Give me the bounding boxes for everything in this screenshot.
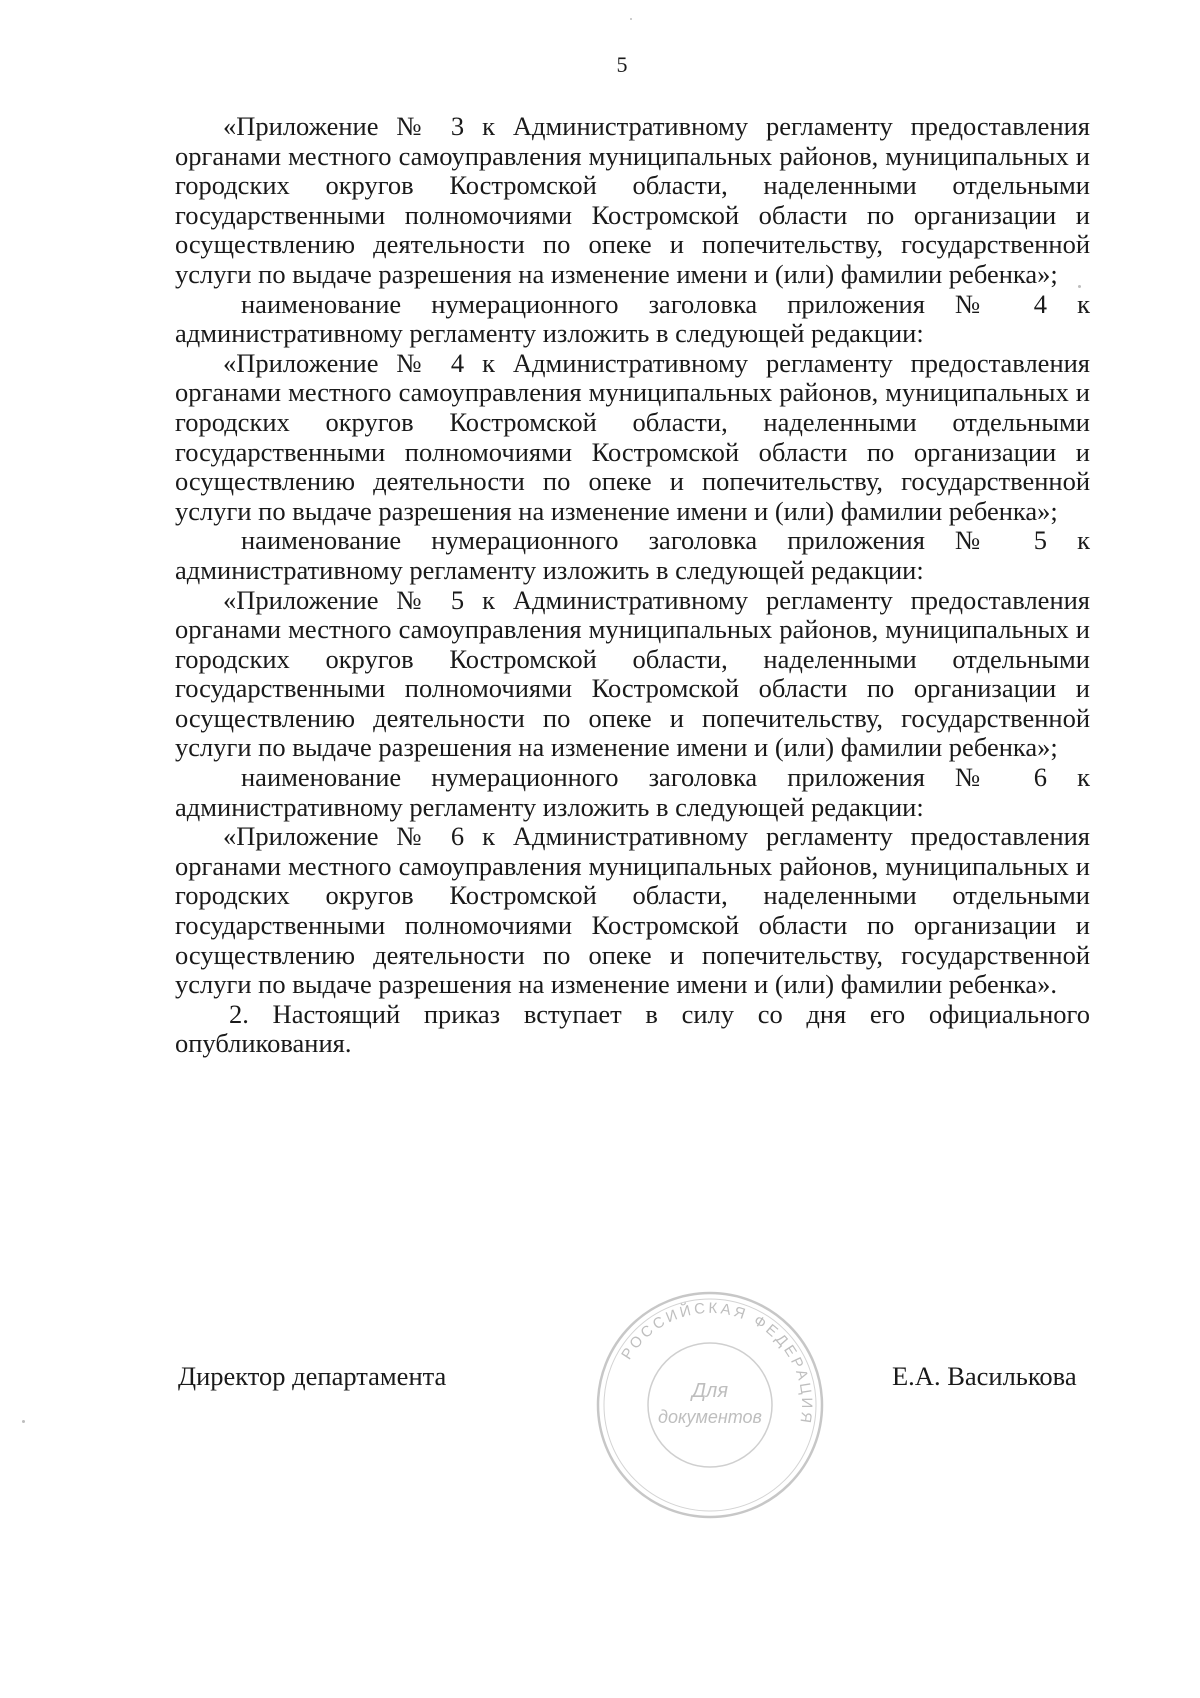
paragraph-appendix-4-title: «Приложение № 4 к Административному регламенту предоставления органами местного самоуправления муниципальных районов, муниципальных и городских округов Костромской области, наделенными отдельными государственными полномочиями Костромской области по организации и осуществлению деятельности по опеке и попечительству, государственной услуги по выдаче разрешения на изменение имени и (или) фамилии ребенка»; xyxy=(175,347,1090,526)
scan-speck xyxy=(1078,285,1081,288)
scan-speck xyxy=(22,1420,25,1423)
document-body xyxy=(175,112,1090,1059)
signature-title: Директор департамента xyxy=(178,1361,447,1391)
stamp-center-text-1: Для xyxy=(691,1380,729,1402)
paragraph-appendix-6-title: «Приложение № 6 к Административному регламенту предоставления органами местного самоуправления муниципальных районов, муниципальных и городских округов Костромской области, наделенными отдельными государственными полномочиями Костромской области по организации и осуществлению деятельности по опеке и попечительству, государственной услуги по выдаче разрешения на изменение имени и (или) фамилии ребенка». xyxy=(175,821,1090,1000)
scan-speck xyxy=(630,18,632,20)
official-seal-stamp xyxy=(590,1285,830,1525)
page-number: 5 xyxy=(616,52,628,77)
paragraph-instruction-appendix-5: наименование нумерационного заголовка приложения № 5 к административному регламенту изложить в следующей редакции: xyxy=(175,525,1090,585)
signature-name: Е.А. Василькова xyxy=(892,1361,1077,1391)
paragraph-appendix-3-title: «Приложение № 3 к Административному регламенту предоставления органами местного самоуправления муниципальных районов, муниципальных и городских округов Костромской области, наделенными отдельными государственными полномочиями Костромской области по организации и осуществлению деятельности по опеке и попечительству, государственной услуги по выдаче разрешения на изменение имени и (или) фамилии ребенка»; xyxy=(175,111,1090,289)
paragraph-appendix-5-title: «Приложение № 5 к Административному регламенту предоставления органами местного самоуправления муниципальных районов, муниципальных и городских округов Костромской области, наделенными отдельными государственными полномочиями Костромской области по организации и осуществлению деятельности по опеке и попечительству, государственной услуги по выдаче разрешения на изменение имени и (или) фамилии ребенка»; xyxy=(175,584,1090,763)
paragraph-instruction-appendix-6: наименование нумерационного заголовка приложения № 6 к административному регламенту изложить в следующей редакции: xyxy=(175,762,1090,822)
paragraph-instruction-appendix-4: наименование нумерационного заголовка приложения № 4 к административному регламенту изложить в следующей редакции: xyxy=(175,288,1090,349)
paragraph-effective-date: 2. Настоящий приказ вступает в силу со дня его официального опубликования. xyxy=(175,998,1090,1059)
stamp-center-text-2: документов xyxy=(658,1407,762,1427)
stamp-outer-text: РОССИЙСКАЯ ФЕДЕРАЦИЯ xyxy=(618,1299,816,1427)
